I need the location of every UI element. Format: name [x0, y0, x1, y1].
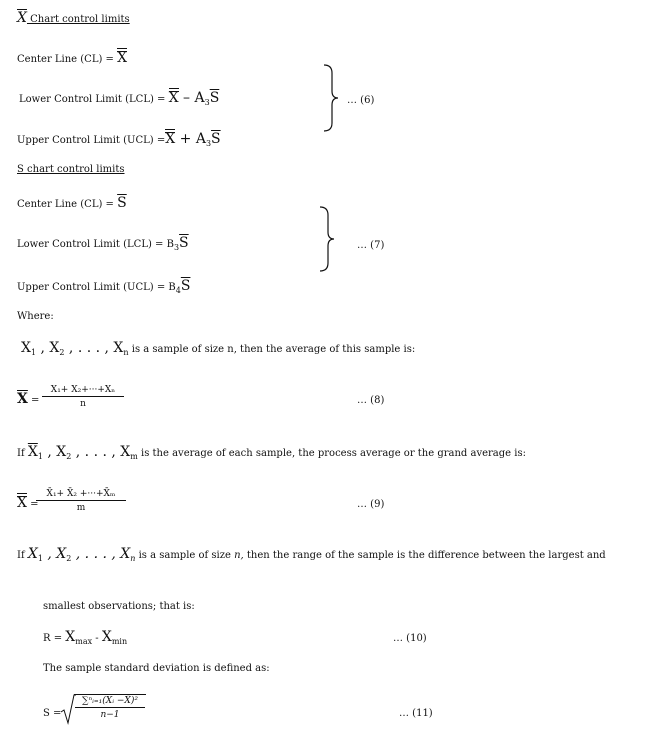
square-root-icon	[60, 694, 76, 726]
xbar-upper-control-limit: Upper Control Limit $(UCL) =X + A_3\overline{S}$	[17, 131, 221, 148]
xbar-chart-heading: $\overline{X}$ Chart control limits	[17, 10, 130, 26]
grand-average-definition: If $\overline{X}_1$ , $X_2$ , . . . , $X_m$ is the average of each sample, the process average or the grand average is:	[17, 444, 526, 461]
square-root-bar	[74, 694, 146, 695]
eq11-lhs: S =	[43, 708, 62, 719]
right-brace-icon	[322, 63, 342, 133]
right-brace-icon	[318, 205, 338, 273]
s-center-line: Center Line $(CL) = \overline{S}$	[17, 195, 127, 211]
s-upper-control-limit: Upper Control Limit $(UCL) = B_4\overline{S}$	[17, 278, 191, 295]
eq9-fraction: $\frac{\text{X̄₁+ X̄₂ +···+X̄ₘ}}{m}$	[36, 489, 126, 513]
equation-number-8: … (8)	[357, 395, 385, 406]
sample-definition: $X_1$ , $X_2$ , . . . , $X_n$ is a sample of size n, then the average of this sample is:	[21, 340, 416, 357]
eq8-fraction: $\frac{\text{X₁+ X₂+···+Xₙ}}{n}$	[42, 385, 124, 409]
eq9-lhs: X =	[17, 495, 39, 511]
s-lower-control-limit: Lower Control Limit $(LCL) = B_3\overline{S}$	[17, 235, 189, 252]
eq10: $R = X_{max} - X_{min}$	[43, 629, 128, 646]
range-definition-line1: If $X_1$ , $X_2$ , . . . , $X_n$ is a sample of size n, then the range of the sample is the difference between the largest and	[17, 546, 606, 563]
xbar-lower-control-limit: Lower Control Limit $(LCL) = X - A_3\overline{S}$	[19, 90, 220, 107]
equation-number-6: … (6)	[347, 95, 375, 106]
equation-number-11: … (11)	[399, 708, 433, 719]
eq8-lhs: $\overline{X}$ =	[17, 391, 40, 407]
equation-number-10: … (10)	[393, 633, 427, 644]
equation-number-9: … (9)	[357, 499, 385, 510]
equation-number-7: … (7)	[357, 240, 385, 251]
where-label: Where:	[17, 311, 54, 322]
eq11-fraction: $\frac{\text{∑ⁿᵢ₌₁(Xᵢ −X̄)²}}{n-1}$	[75, 696, 145, 720]
sample-std-dev-text: The sample standard deviation is defined as:	[43, 663, 270, 674]
s-chart-heading: S chart control limits	[17, 164, 125, 175]
range-definition-line2: smallest observations; that is:	[43, 601, 195, 612]
xbar-center-line: Center Line (CL) = X	[17, 50, 128, 66]
